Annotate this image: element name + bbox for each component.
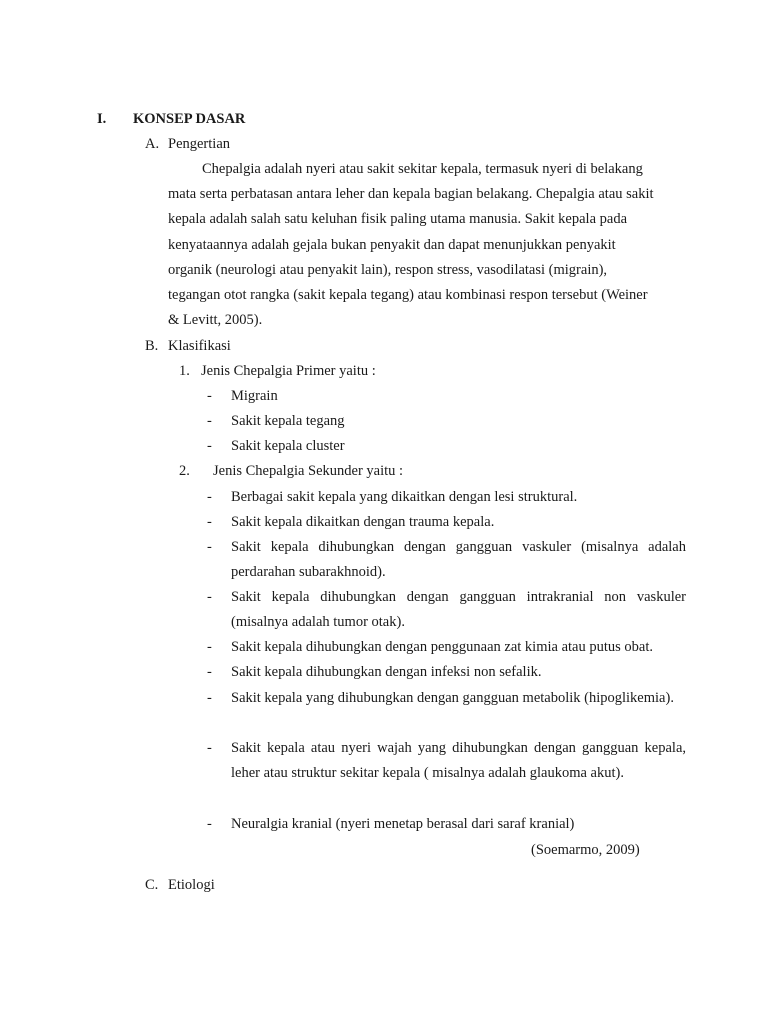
list-item: Sakit kepala dihubungkan dengan infeksi non sefalik. [231,664,542,680]
dash-bullet: - [207,514,212,530]
citation: (Soemarmo, 2009) [531,842,640,858]
paragraph-line: kenyataannya adalah gejala bukan penyakit dan dapat menunjukkan penyakit [168,237,616,253]
section-numeral: I. [97,111,107,127]
dash-bullet: - [207,639,212,655]
list-item: Sakit kepala dihubungkan dengan penggunaan zat kimia atau putus obat. [231,639,653,655]
list-title: Jenis Chepalgia Primer yaitu : [201,363,376,379]
list-number: 1. [179,363,190,379]
paragraph-line: mata serta perbatasan antara leher dan kepala bagian belakang. Chepalgia atau sakit [168,186,654,202]
list-item: Sakit kepala yang dihubungkan dengan gangguan metabolik (hipoglikemia). [231,690,674,706]
paragraph-line: & Levitt, 2005). [168,312,263,328]
dash-bullet: - [207,413,212,429]
list-item: Berbagai sakit kepala yang dikaitkan dengan lesi struktural. [231,489,578,505]
subsection-a-title: Pengertian [168,136,231,152]
list-item: Sakit kepala dihubungkan dengan gangguan intrakranial non vaskuler (misalnya adalah tumor otak). [231,589,686,630]
list-item: Sakit kepala atau nyeri wajah yang dihubungkan dengan gangguan kepala, leher atau struktur sekitar kepala ( misalnya adalah glaukoma akut). [231,740,686,781]
list-number: 2. [179,463,190,479]
subsection-c-letter: C. [145,877,159,893]
dash-bullet: - [207,816,212,832]
paragraph-line: tegangan otot rangka (sakit kepala tegang) atau kombinasi respon tersebut (Weiner [168,287,648,303]
subsection-c-title: Etiologi [168,877,215,893]
paragraph-line: kepala adalah salah satu keluhan fisik paling utama manusia. Sakit kepala pada [168,211,628,227]
list-title: Jenis Chepalgia Sekunder yaitu : [213,463,404,479]
subsection-a-letter: A. [145,136,160,152]
dash-bullet: - [207,438,212,454]
dash-bullet: - [207,690,212,706]
subsection-b-letter: B. [145,338,159,354]
list-item: Sakit kepala dikaitkan dengan trauma kepala. [231,514,495,530]
list-item: Neuralgia kranial (nyeri menetap berasal dari saraf kranial) [231,816,575,832]
subsection-b-title: Klasifikasi [168,338,231,354]
paragraph-line: organik (neurologi atau penyakit lain), respon stress, vasodilatasi (migrain), [168,262,608,278]
dash-bullet: - [207,740,212,756]
list-item: Sakit kepala tegang [231,413,345,429]
list-item: Sakit kepala dihubungkan dengan gangguan vaskuler (misalnya adalah perdarahan subarakhnoid). [231,539,686,580]
dash-bullet: - [207,489,212,505]
list-item: Sakit kepala cluster [231,438,345,454]
dash-bullet: - [207,589,212,605]
dash-bullet: - [207,664,212,680]
dash-bullet: - [207,388,212,404]
dash-bullet: - [207,539,212,555]
list-item: Migrain [231,388,278,404]
paragraph-line: Chepalgia adalah nyeri atau sakit sekitar kepala, termasuk nyeri di belakang [202,161,643,177]
section-title: KONSEP DASAR [133,111,246,127]
